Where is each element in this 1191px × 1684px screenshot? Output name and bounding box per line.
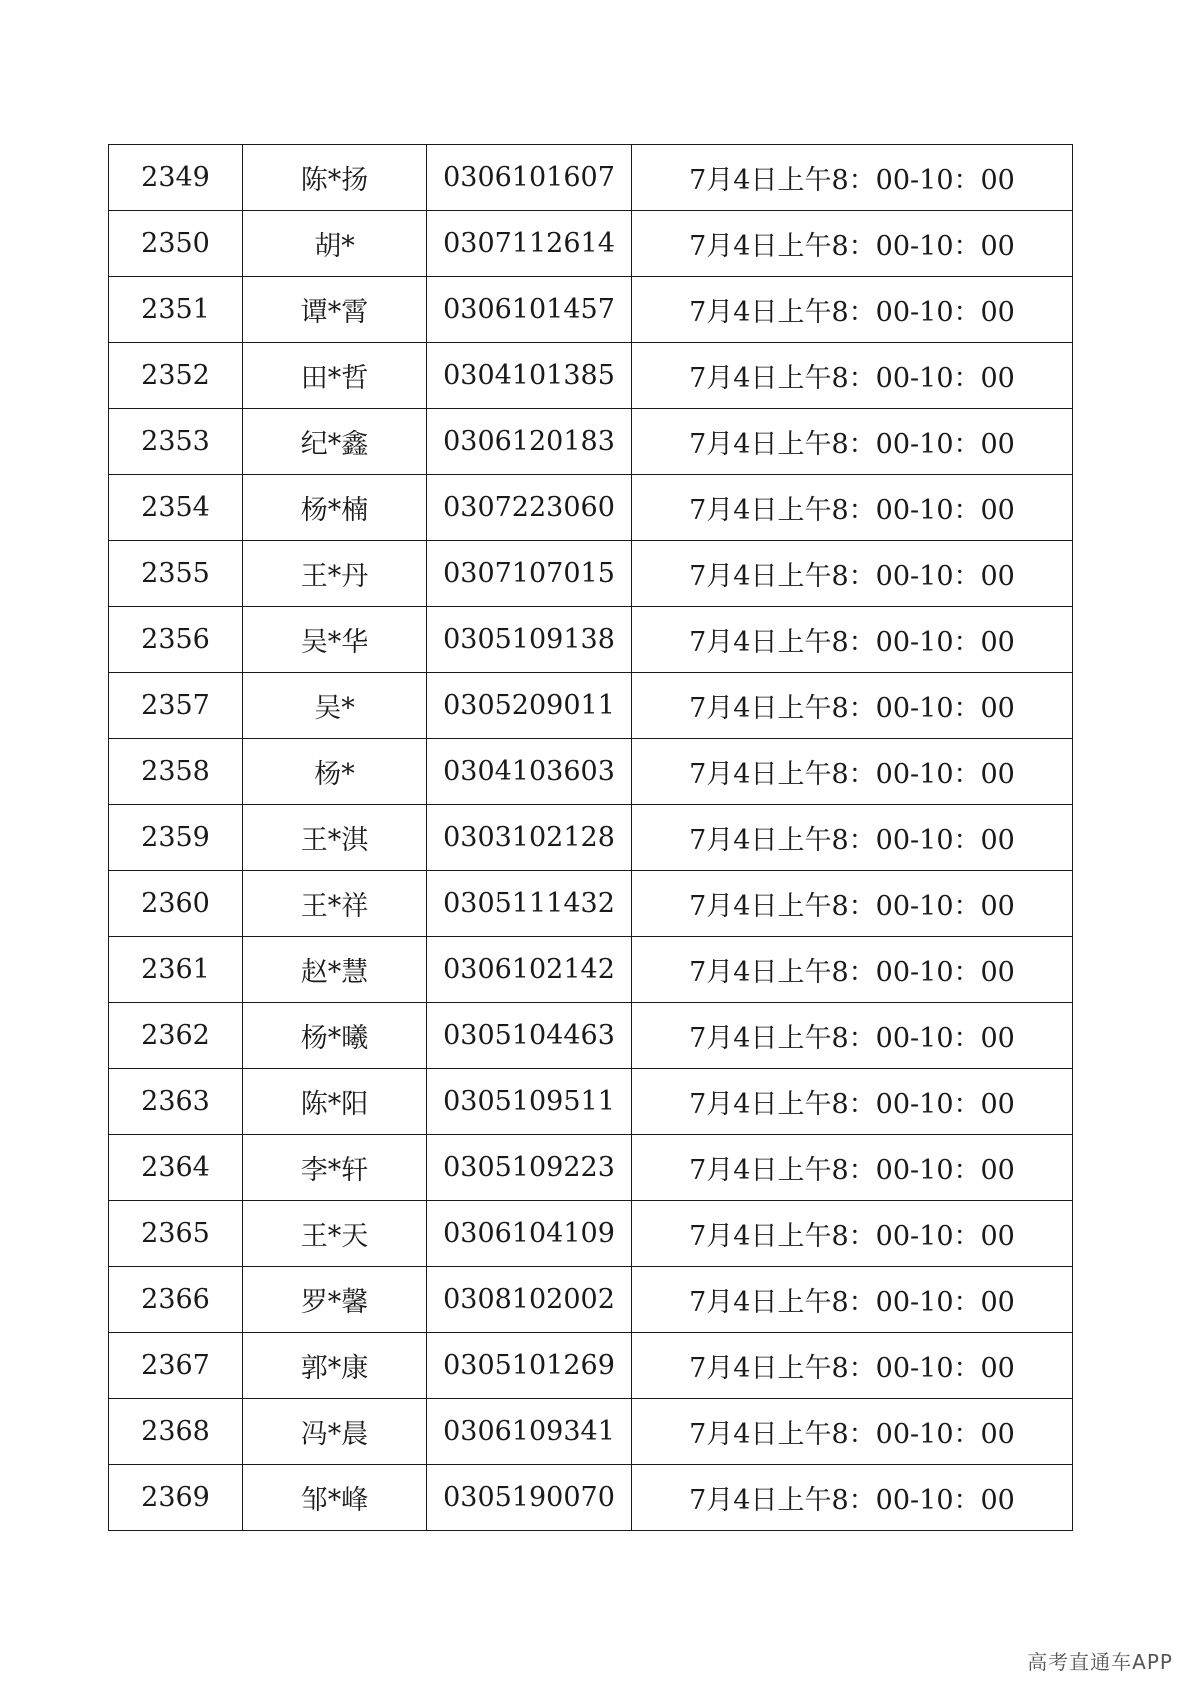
table-row — [109, 475, 1073, 541]
cell-candidate-name: 吴*华 — [243, 607, 427, 673]
table-row — [109, 1069, 1073, 1135]
cell-exam-time: 7月4日上午8：00-10：00 — [632, 277, 1073, 343]
cell-candidate-name: 陈*阳 — [243, 1069, 427, 1135]
roster-table-body — [109, 145, 1073, 1531]
cell-sequence-number: 2360 — [109, 871, 243, 937]
cell-candidate-id: 0305104463 — [427, 1003, 632, 1069]
cell-candidate-id: 0304103603 — [427, 739, 632, 805]
roster-table — [108, 144, 1073, 1531]
cell-candidate-name: 王*淇 — [243, 805, 427, 871]
cell-candidate-name: 赵*慧 — [243, 937, 427, 1003]
cell-sequence-number: 2352 — [109, 343, 243, 409]
cell-candidate-id: 0306102142 — [427, 937, 632, 1003]
cell-candidate-name: 杨*曦 — [243, 1003, 427, 1069]
cell-exam-time: 7月4日上午8：00-10：00 — [632, 1201, 1073, 1267]
table-row — [109, 1135, 1073, 1201]
cell-sequence-number: 2359 — [109, 805, 243, 871]
cell-sequence-number: 2355 — [109, 541, 243, 607]
cell-exam-time: 7月4日上午8：00-10：00 — [632, 343, 1073, 409]
cell-sequence-number: 2350 — [109, 211, 243, 277]
table-row — [109, 673, 1073, 739]
cell-exam-time: 7月4日上午8：00-10：00 — [632, 145, 1073, 211]
cell-exam-time: 7月4日上午8：00-10：00 — [632, 211, 1073, 277]
cell-sequence-number: 2368 — [109, 1399, 243, 1465]
cell-candidate-name: 谭*霄 — [243, 277, 427, 343]
cell-candidate-id: 0304101385 — [427, 343, 632, 409]
cell-sequence-number: 2361 — [109, 937, 243, 1003]
cell-candidate-id: 0303102128 — [427, 805, 632, 871]
table-row — [109, 145, 1073, 211]
table-row — [109, 937, 1073, 1003]
cell-candidate-id: 0306104109 — [427, 1201, 632, 1267]
cell-sequence-number: 2353 — [109, 409, 243, 475]
cell-candidate-id: 0305109138 — [427, 607, 632, 673]
cell-exam-time: 7月4日上午8：00-10：00 — [632, 1465, 1073, 1531]
cell-sequence-number: 2367 — [109, 1333, 243, 1399]
cell-candidate-id: 0306120183 — [427, 409, 632, 475]
cell-exam-time: 7月4日上午8：00-10：00 — [632, 673, 1073, 739]
table-row — [109, 1267, 1073, 1333]
cell-candidate-name: 吴* — [243, 673, 427, 739]
cell-sequence-number: 2365 — [109, 1201, 243, 1267]
cell-candidate-name: 田*哲 — [243, 343, 427, 409]
cell-candidate-name: 王*丹 — [243, 541, 427, 607]
cell-exam-time: 7月4日上午8：00-10：00 — [632, 871, 1073, 937]
cell-candidate-name: 王*天 — [243, 1201, 427, 1267]
table-row — [109, 409, 1073, 475]
cell-exam-time: 7月4日上午8：00-10：00 — [632, 937, 1073, 1003]
cell-candidate-id: 0306101607 — [427, 145, 632, 211]
table-row — [109, 739, 1073, 805]
cell-candidate-name: 冯*晨 — [243, 1399, 427, 1465]
cell-sequence-number: 2356 — [109, 607, 243, 673]
table-row — [109, 343, 1073, 409]
cell-candidate-name: 王*祥 — [243, 871, 427, 937]
cell-candidate-name: 杨* — [243, 739, 427, 805]
cell-candidate-id: 0305109511 — [427, 1069, 632, 1135]
cell-sequence-number: 2366 — [109, 1267, 243, 1333]
table-row — [109, 541, 1073, 607]
cell-candidate-id: 0305209011 — [427, 673, 632, 739]
cell-exam-time: 7月4日上午8：00-10：00 — [632, 409, 1073, 475]
table-row — [109, 1333, 1073, 1399]
table-row — [109, 805, 1073, 871]
table-row — [109, 1003, 1073, 1069]
cell-candidate-name: 郭*康 — [243, 1333, 427, 1399]
cell-exam-time: 7月4日上午8：00-10：00 — [632, 1003, 1073, 1069]
cell-exam-time: 7月4日上午8：00-10：00 — [632, 739, 1073, 805]
cell-sequence-number: 2351 — [109, 277, 243, 343]
cell-exam-time: 7月4日上午8：00-10：00 — [632, 541, 1073, 607]
table-row — [109, 277, 1073, 343]
cell-exam-time: 7月4日上午8：00-10：00 — [632, 607, 1073, 673]
cell-sequence-number: 2363 — [109, 1069, 243, 1135]
table-row — [109, 1465, 1073, 1531]
table-row — [109, 1399, 1073, 1465]
cell-candidate-id: 0305101269 — [427, 1333, 632, 1399]
cell-sequence-number: 2364 — [109, 1135, 243, 1201]
cell-exam-time: 7月4日上午8：00-10：00 — [632, 1069, 1073, 1135]
cell-candidate-id: 0307223060 — [427, 475, 632, 541]
cell-exam-time: 7月4日上午8：00-10：00 — [632, 1399, 1073, 1465]
cell-sequence-number: 2354 — [109, 475, 243, 541]
table-row — [109, 871, 1073, 937]
cell-candidate-id: 0307107015 — [427, 541, 632, 607]
cell-exam-time: 7月4日上午8：00-10：00 — [632, 1267, 1073, 1333]
watermark-text: 高考直通车APP — [1027, 1650, 1173, 1674]
cell-candidate-id: 0308102002 — [427, 1267, 632, 1333]
cell-candidate-id: 0305109223 — [427, 1135, 632, 1201]
cell-candidate-id: 0305111432 — [427, 871, 632, 937]
cell-candidate-name: 杨*楠 — [243, 475, 427, 541]
cell-exam-time: 7月4日上午8：00-10：00 — [632, 1333, 1073, 1399]
cell-candidate-name: 胡* — [243, 211, 427, 277]
cell-candidate-name: 李*轩 — [243, 1135, 427, 1201]
cell-exam-time: 7月4日上午8：00-10：00 — [632, 1135, 1073, 1201]
cell-candidate-name: 陈*扬 — [243, 145, 427, 211]
cell-exam-time: 7月4日上午8：00-10：00 — [632, 475, 1073, 541]
cell-candidate-id: 0306101457 — [427, 277, 632, 343]
table-row — [109, 1201, 1073, 1267]
cell-sequence-number: 2357 — [109, 673, 243, 739]
cell-candidate-name: 纪*鑫 — [243, 409, 427, 475]
cell-sequence-number: 2358 — [109, 739, 243, 805]
cell-candidate-id: 0306109341 — [427, 1399, 632, 1465]
cell-candidate-name: 罗*馨 — [243, 1267, 427, 1333]
table-row — [109, 211, 1073, 277]
cell-candidate-id: 0305190070 — [427, 1465, 632, 1531]
cell-sequence-number: 2369 — [109, 1465, 243, 1531]
cell-candidate-name: 邹*峰 — [243, 1465, 427, 1531]
cell-exam-time: 7月4日上午8：00-10：00 — [632, 805, 1073, 871]
cell-sequence-number: 2362 — [109, 1003, 243, 1069]
cell-sequence-number: 2349 — [109, 145, 243, 211]
cell-candidate-id: 0307112614 — [427, 211, 632, 277]
table-row — [109, 607, 1073, 673]
